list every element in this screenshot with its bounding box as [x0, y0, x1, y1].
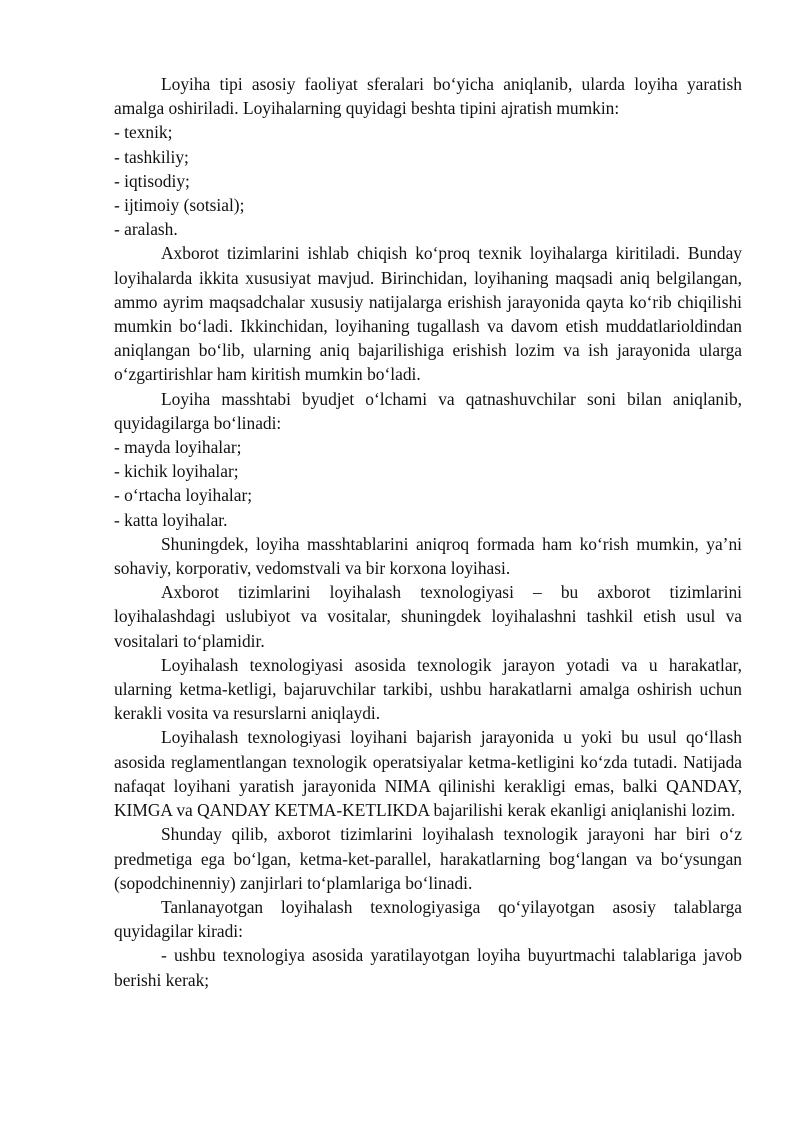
list-item-large-projects: - katta loyihalar.: [114, 509, 228, 530]
paragraph-requirement-customer: - ushbu texnologiya asosida yaratilayotgan loyiha buyurtmachi talablariga javob berishi kerak;: [114, 945, 742, 990]
list-item-social: - ijtimoiy (sotsial);: [114, 195, 245, 216]
list-item-technical: - texnik;: [114, 122, 173, 143]
list-item-mixed: - aralash.: [114, 219, 178, 240]
list-item-small-projects: - kichik loyihalar;: [114, 461, 239, 482]
document-page: [114, 72, 742, 992]
list-item-medium-projects: - o‘rtacha loyihalar;: [114, 485, 253, 506]
list-item-economic: - iqtisodiy;: [114, 170, 190, 191]
paragraph-requirements: Tanlanayotgan loyihalash texnologiyasiga qo‘yilayotgan asosiy talablarga quyidagilar kiradi:: [114, 896, 742, 942]
list-item-organizational: - tashkiliy;: [114, 146, 189, 167]
paragraph-design-technology: Axborot tizimlarini loyihalash texnologiyasi – bu axborot tizimlarini loyihalashdagi uslubiyot va vositalar, shuningdek loyihalashni tashkil etish usul va vositalari to‘plamidir.: [114, 582, 742, 651]
paragraph-project-types: Loyiha tipi asosiy faoliyat sferalari bo‘yicha aniqlanib, ularda loyiha yaratish amalga oshiriladi. Loyihalarning quyidagi beshta tipini ajratish mumkin:: [114, 74, 742, 119]
paragraph-chains: Shunday qilib, axborot tizimlarini loyihalash texnologik jarayoni har biri o‘z predmetiga ega bo‘lgan, ketma-ket-parallel, harakatlarning bog‘langan va bo‘ysungan (sopodchinenniy) zanjirlari to‘plamlariga bo‘linadi.: [114, 824, 742, 893]
paragraph-reglamented-operations: Loyihalash texnologiyasi loyihani bajarish jarayonida u yoki bu usul qo‘llash asosida reglamentlangan texnologik operatsiyalar ketma-ketligini ko‘zda tutadi. Natijada nafaqat loyihani yaratish jarayonida NIMA qilinishi kerakligi emas, balki QANDAY, KIMGA va QANDAY KETMA-KETLIKDA bajarilishi kerak ekanligi aniqlanishi lozim.: [114, 727, 742, 821]
paragraph-technical-projects: Axborot tizimlarini ishlab chiqish ko‘proq texnik loyihalarga kiritiladi. Bunday loyihalarda ikkita xususiyat mavjud. Birinchidan, loyihaning maqsadi aniq belgilangan, ammo ayrim maqsadchalar xususiy natijalarga erishish jarayonida qayta ko‘rib chiqilishi mumkin bo‘ladi. Ikkinchidan, loyihaning tugallash va davom etish muddatlarioldindan aniqlangan bo‘lib, ularning aniq bajarilishiga erishish lozim va ish jarayonida ularga o‘zgartirishlar ham kiritish mumkin bo‘ladi.: [114, 243, 742, 385]
list-item-tiny-projects: - mayda loyihalar;: [114, 437, 242, 458]
paragraph-project-scale: Loyiha masshtabi byudjet o‘lchami va qatnashuvchilar soni bilan aniqlanib, quyidagilarga bo‘linadi:: [114, 388, 742, 433]
paragraph-scale-forms: Shuningdek, loyiha masshtablarini aniqroq formada ham ko‘rish mumkin, ya’ni sohaviy, korporativ, vedomstvali va bir korxona loyihasi.: [114, 533, 742, 579]
paragraph-technological-process: Loyihalash texnologiyasi asosida texnologik jarayon yotadi va u harakatlar, ularning ketma-ketligi, bajaruvchilar tarkibi, ushbu harakatlarni amalga oshirish uchun kerakli vosita va resurslarni aniqlaydi.: [114, 654, 742, 724]
